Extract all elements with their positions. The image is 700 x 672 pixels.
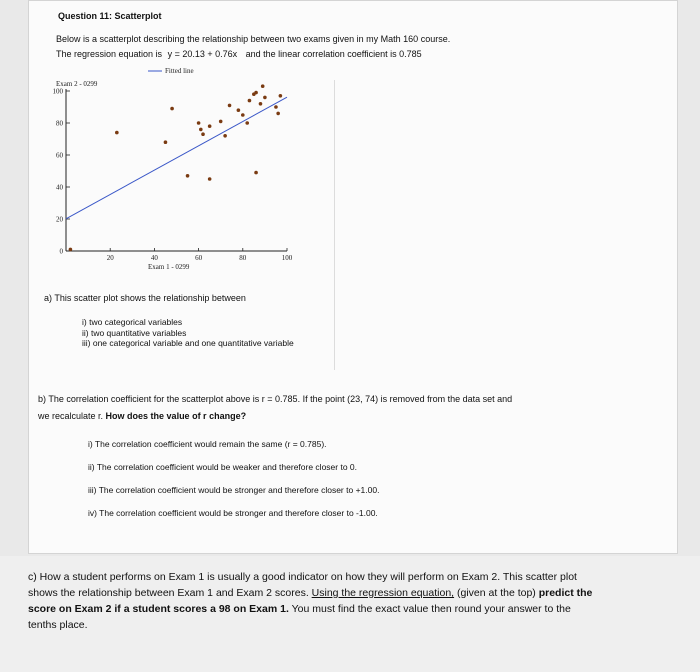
- part-a-option-3: iii) one categorical variable and one quantitative variable: [82, 338, 294, 348]
- y-tick-label: 80: [56, 119, 63, 128]
- part-b-option-4: iv) The correlation coefficient would be stronger and therefore closer to -1.00.: [88, 508, 378, 518]
- part-c-line-4: tenths place.: [28, 619, 88, 631]
- data-point: [69, 248, 73, 252]
- data-point: [199, 128, 203, 132]
- part-b-line-2-plain: we recalculate r.: [38, 411, 104, 421]
- y-tick-label: 60: [56, 151, 63, 160]
- part-c-line-1: c) How a student performs on Exam 1 is usually a good indicator on how they will perform on Exam 2. This scatter plot: [28, 571, 577, 583]
- part-a-options: [82, 317, 294, 349]
- part-c-line-3-plain: You must find the exact value then round your answer to the: [291, 603, 571, 615]
- y-tick-label: 20: [56, 215, 63, 224]
- data-point: [186, 174, 190, 178]
- data-point: [248, 99, 252, 103]
- part-c-line-2: [28, 587, 592, 600]
- part-c-line-2-a: shows the relationship between Exam 1 and Exam 2 scores.: [28, 587, 309, 599]
- part-b-option-1: i) The correlation coefficient would remain the same (r = 0.785).: [88, 439, 327, 449]
- part-b-question: How does the value of r change?: [105, 411, 247, 421]
- legend-label: Fitted line: [165, 67, 194, 75]
- intro-line-1: Below is a scatterplot describing the relationship between two exams given in my Math 160 course.: [56, 34, 451, 44]
- regression-equation: y = 20.13 + 0.76x: [167, 49, 238, 59]
- part-b-option-2: ii) The correlation coefficient would be weaker and therefore closer to 0.: [88, 462, 357, 472]
- intro-line-2-prefix: The regression equation is: [56, 49, 163, 59]
- question-title: Question 11: Scatterplot: [58, 11, 162, 21]
- x-tick-label: 60: [195, 254, 203, 262]
- y-tick-label: 40: [56, 183, 63, 192]
- data-point: [228, 104, 232, 108]
- part-c-task: score on Exam 2 if a student scores a 98 on Exam 1.: [28, 603, 289, 615]
- part-c-predict: predict the: [538, 587, 593, 599]
- scatterplot-chart: [0, 0, 700, 300]
- part-b-option-3: iii) The correlation coefficient would be stronger and therefore closer to +1.00.: [88, 485, 380, 495]
- data-point: [263, 96, 267, 100]
- y-axis-label: Exam 2 - 0299: [56, 80, 98, 88]
- part-b-line-2: [38, 410, 246, 422]
- x-tick-label: 100: [281, 254, 293, 262]
- data-points: [69, 84, 283, 251]
- data-point: [208, 124, 212, 128]
- y-tick-label: 100: [52, 87, 63, 96]
- part-a-prompt: a) This scatter plot shows the relationship between: [44, 293, 246, 303]
- part-c-line-2-b: (given at the top): [457, 587, 536, 599]
- x-tick-label: 80: [239, 254, 247, 262]
- part-c-line-3: [28, 603, 571, 616]
- data-point: [276, 112, 280, 116]
- part-a-option-1: i) two categorical variables: [82, 317, 183, 327]
- data-point: [208, 177, 212, 181]
- data-point: [115, 131, 119, 135]
- data-point: [219, 120, 223, 124]
- data-point: [170, 107, 174, 111]
- data-point: [245, 121, 249, 125]
- x-axis-label: Exam 1 - 0299: [148, 263, 190, 271]
- data-point: [254, 91, 258, 95]
- data-point: [223, 134, 227, 138]
- x-tick-label: 40: [150, 254, 158, 262]
- correlation-value: 0.785: [399, 49, 422, 59]
- data-point: [164, 140, 168, 144]
- regression-line: [66, 97, 287, 219]
- part-b-options: [88, 433, 379, 525]
- x-tick-label: 20: [106, 254, 114, 262]
- data-point: [197, 121, 201, 125]
- intro-line-2-suffix: and the linear correlation coefficient is: [245, 49, 397, 59]
- data-point: [279, 94, 283, 98]
- data-point: [259, 102, 263, 106]
- data-point: [237, 108, 241, 112]
- part-c-regression-hint: Using the regression equation,: [311, 587, 455, 599]
- data-point: [261, 84, 265, 88]
- data-point: [254, 171, 258, 175]
- legend: [148, 67, 194, 75]
- data-point: [274, 105, 278, 109]
- part-a-option-2: ii) two quantitative variables: [82, 327, 187, 338]
- part-b-line-1: b) The correlation coefficient for the scatterplot above is r = 0.785. If the point (23, 74) is removed from the data set and: [38, 394, 513, 404]
- data-point: [201, 132, 205, 136]
- data-point: [241, 113, 245, 117]
- y-tick-label: 0: [59, 247, 63, 256]
